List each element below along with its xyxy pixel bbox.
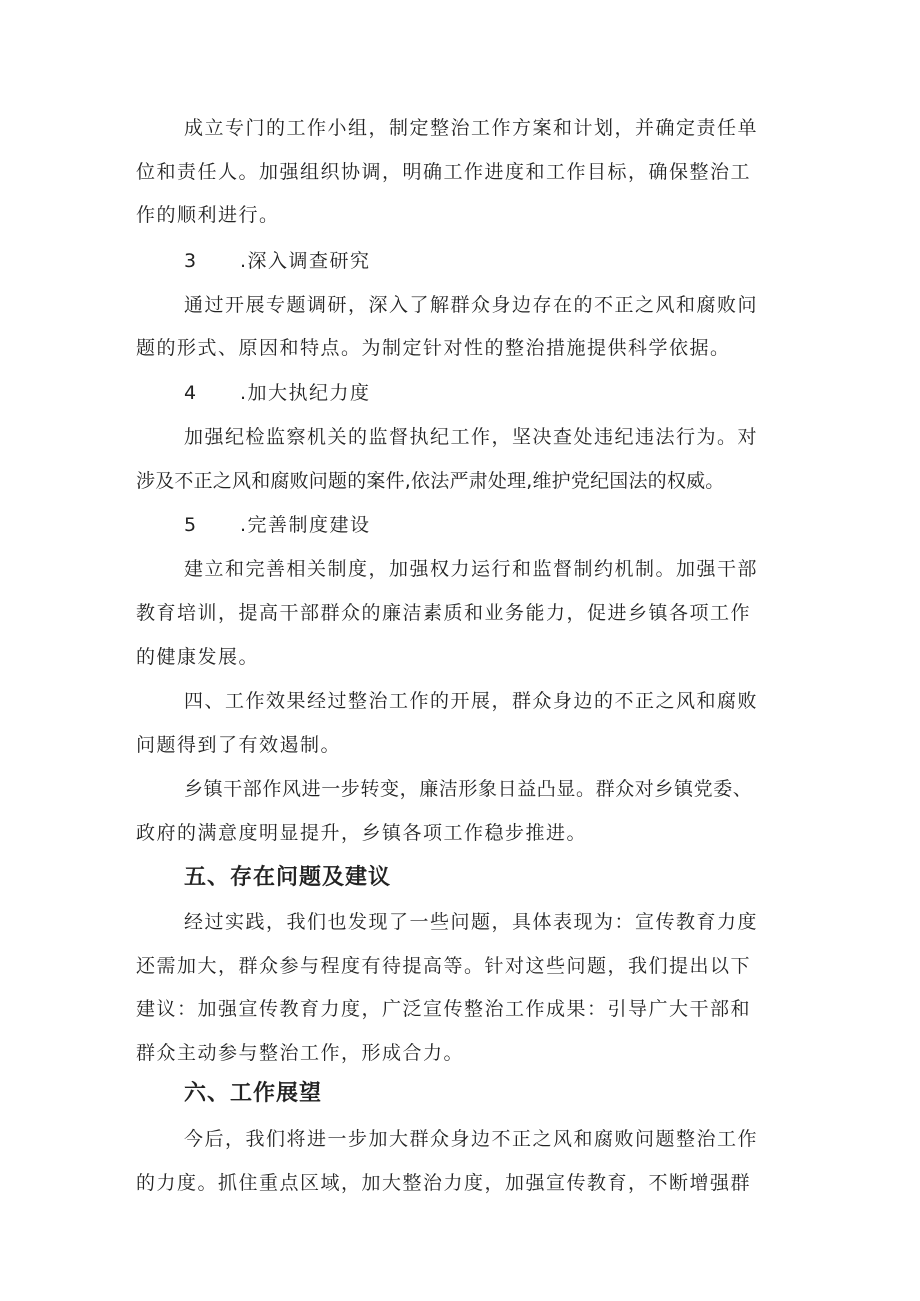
item-4-line-2: 涉及不正之风和腐败问题的案件,依法严肃处理,维护党纪国法的权威。 <box>136 470 725 492</box>
paragraph-1-line-3: 作的顺利进行。 <box>136 204 280 226</box>
effect-line-2: 政府的满意度明显提升，乡镇各项工作稳步推进。 <box>136 822 588 844</box>
effect-line-1: 乡镇干部作风进一步转变，廉洁形象日益凸显。群众对乡镇党委、 <box>184 778 753 800</box>
item-5-line-2: 教育培训，提高干部群众的廉洁素质和业务能力，促进乡镇各项工作 <box>136 602 752 624</box>
paragraph-1-line-1: 成立专门的工作小组，制定整治工作方案和计划，并确定责任单 <box>184 117 759 139</box>
section-6-line-2: 的力度。抓住重点区域，加大整治力度，加强宣传教育，不断增强群 <box>136 1172 752 1194</box>
item-4-title: .加大执纪力度 <box>240 382 371 404</box>
section-6-line-1: 今后，我们将进一步加大群众身边不正之风和腐败问题整治工作 <box>184 1128 759 1150</box>
section-5-line-2: 还需加大，群众参与程度有待提高等。针对这些问题，我们提出以下 <box>136 955 752 977</box>
item-4-number: 4 <box>184 382 197 404</box>
item-4-line-1: 加强纪检监察机关的监督执纪工作，坚决查处违纪违法行为。对 <box>184 426 759 448</box>
section-6-heading: 六、工作展望 <box>184 1081 323 1106</box>
item-3-line-2: 题的形式、原因和特点。为制定针对性的整治措施提供科学依据。 <box>136 337 731 359</box>
item-5-line-3: 的健康发展。 <box>136 646 260 668</box>
section-5-heading: 五、存在问题及建议 <box>184 865 392 890</box>
item-3-number: 3 <box>184 250 197 272</box>
item-5-title: .完善制度建设 <box>240 514 371 536</box>
section-4-line-2: 问题得到了有效遏制。 <box>136 734 342 756</box>
section-5-line-3: 建议：加强宣传教育力度，广泛宣传整治工作成果：引导广大干部和 <box>136 998 752 1020</box>
item-3-line-1: 通过开展专题调研，深入了解群众身边存在的不正之风和腐败问 <box>184 294 759 316</box>
section-4-line-1: 四、工作效果经过整治工作的开展，群众身边的不正之风和腐败 <box>184 690 759 712</box>
section-5-line-1: 经过实践，我们也发现了一些问题，具体表现为：宣传教育力度 <box>184 911 759 933</box>
paragraph-1-line-2: 位和责任人。加强组织协调，明确工作进度和工作目标，确保整治工 <box>136 161 752 183</box>
item-5-line-1: 建立和完善相关制度，加强权力运行和监督制约机制。加强干部 <box>184 558 759 580</box>
item-3-title: .深入调查研究 <box>240 250 371 272</box>
section-5-line-4: 群众主动参与整治工作，形成合力。 <box>136 1042 465 1064</box>
item-5-number: 5 <box>184 514 197 536</box>
